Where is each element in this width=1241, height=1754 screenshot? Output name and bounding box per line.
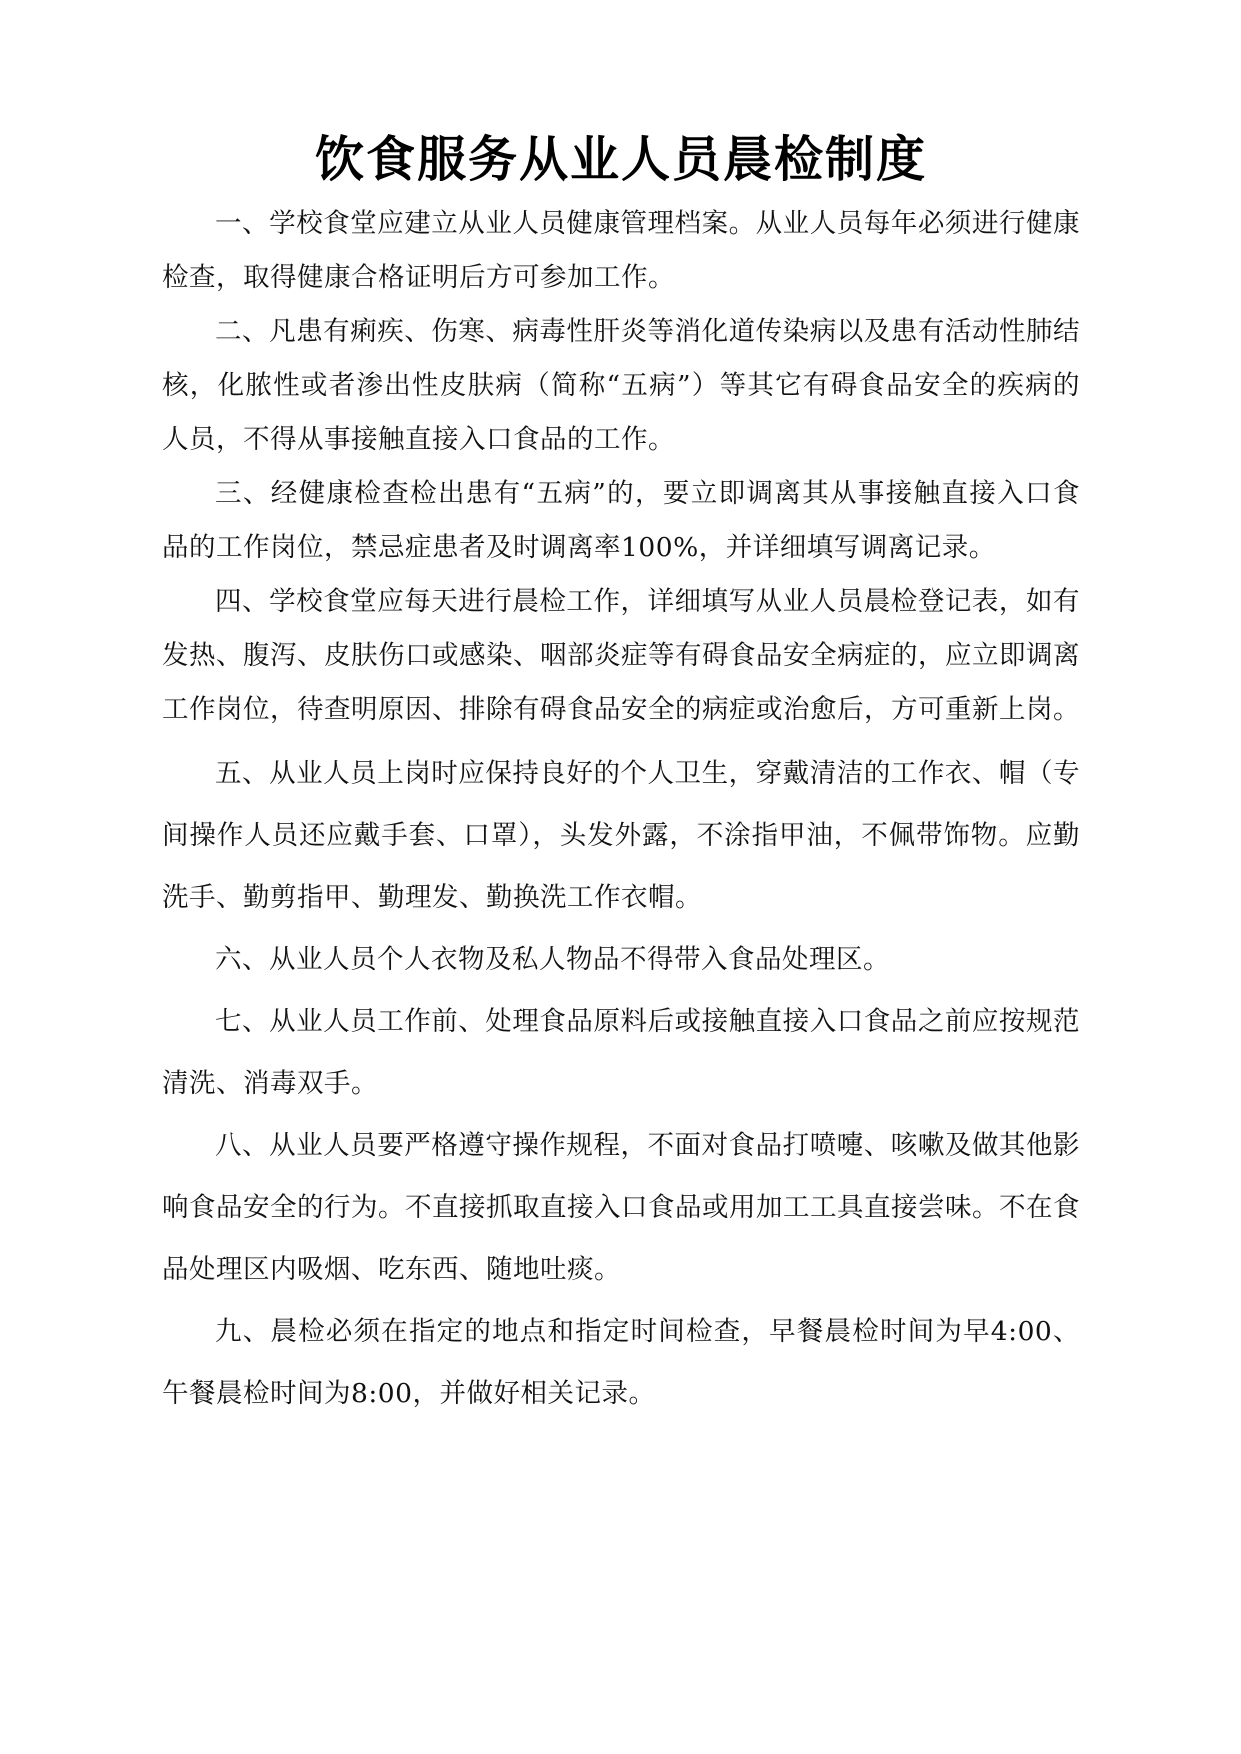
paragraph-6-personal-items: 六、从业人员个人衣物及私人物品不得带入食品处理区。 (215, 944, 890, 975)
paragraph-3-reassignment: 三、经健康检查检出患有“五病”的，要立即调离其从事接触直接入口食品的工作岗位，禁忌症患者及时调离率100%，并详细填写调离记录。 (162, 478, 1080, 563)
paragraph-5-hygiene: 五、从业人员上岗时应保持良好的个人卫生，穿戴清洁的工作衣、帽（专间操作人员还应戴手套、口罩），头发外露，不涂指甲油，不佩带饰物。应勤洗手、勤剪指甲、勤理发、勤换洗工作衣帽。 (162, 758, 1080, 913)
document-page (162, 125, 1080, 1425)
paragraph-8-operating-rules: 八、从业人员要严格遵守操作规程，不面对食品打喷嚏、咳嗽及做其他影响食品安全的行为。不直接抓取直接入口食品或用加工工具直接尝味。不在食品处理区内吸烟、吃东西、随地吐痰。 (162, 1130, 1080, 1285)
paragraph-1-health-records: 一、学校食堂应建立从业人员健康管理档案。从业人员每年必须进行健康检查，取得健康合格证明后方可参加工作。 (162, 208, 1080, 293)
paragraph-4-daily-check: 四、学校食堂应每天进行晨检工作，详细填写从业人员晨检登记表，如有发热、腹泻、皮肤伤口或感染、咽部炎症等有碍食品安全病症的，应立即调离工作岗位，待查明原因、排除有碍食品安全的病症或治愈后，方可重新上岗。 (162, 586, 1080, 725)
document-body (162, 197, 1080, 1425)
document-title: 饮食服务从业人员晨检制度 (314, 131, 927, 188)
paragraph-9-check-schedule: 九、晨检必须在指定的地点和指定时间检查，早餐晨检时间为早4:00、午餐晨检时间为8:00，并做好相关记录。 (162, 1316, 1080, 1409)
paragraph-2-disease-restriction: 二、凡患有痢疾、伤寒、病毒性肝炎等消化道传染病以及患有活动性肺结核，化脓性或者渗出性皮肤病（简称“五病”）等其它有碍食品安全的疾病的人员，不得从事接触直接入口食品的工作。 (162, 316, 1080, 455)
paragraph-7-hand-washing: 七、从业人员工作前、处理食品原料后或接触直接入口食品之前应按规范清洗、消毒双手。 (162, 1006, 1080, 1099)
